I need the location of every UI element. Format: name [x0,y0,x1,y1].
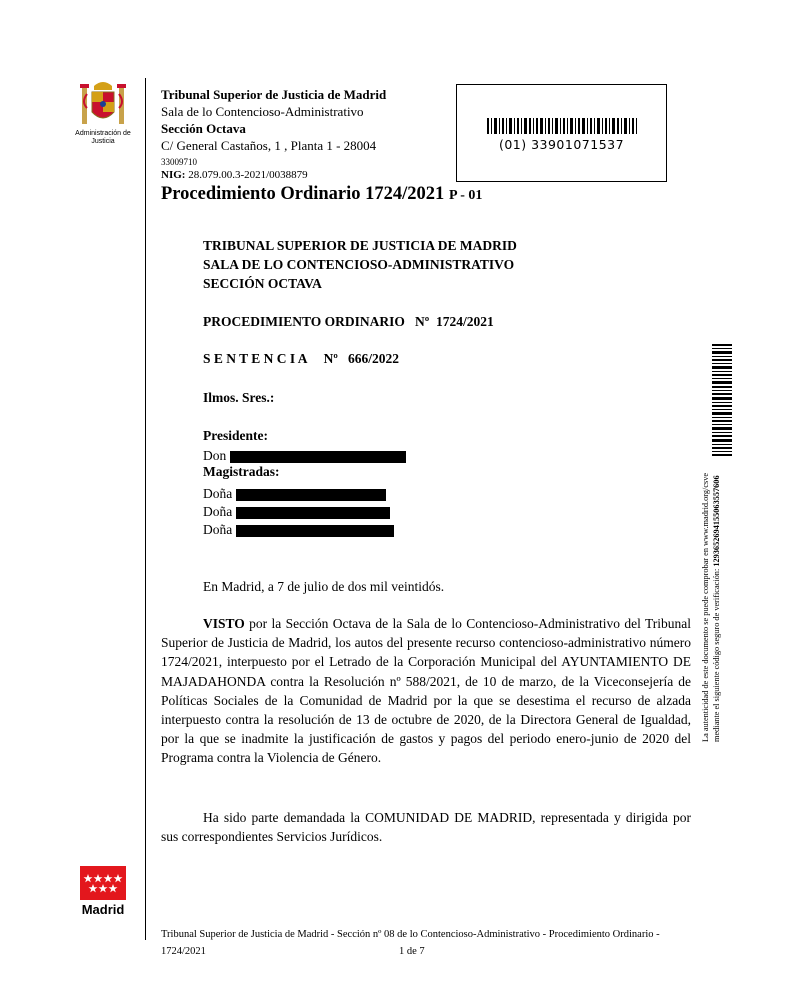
nig-line [161,167,308,184]
section-name: Sección Octava [161,121,246,136]
footer-line-2 [161,943,691,960]
verification-line-2 [711,352,722,742]
court-address: C/ General Castaños, 1 , Planta 1 - 28004 [161,138,377,153]
magistrates-heading: Magistradas: [203,464,280,479]
nig-label: NIG: [161,169,186,181]
nig-value: 28.079.00.3-2021/0038879 [188,169,308,181]
verification-sidebar [700,352,736,742]
redaction-bar [230,451,406,463]
madrid-stars-icon [80,866,126,900]
president-heading: Presidente: [203,428,268,443]
visto-paragraph [161,614,691,768]
visto-bold: VISTO [203,616,245,631]
redaction-bar [236,507,390,519]
magistrate-prefix: Doña [203,522,233,537]
redaction-bar [236,525,394,537]
president-prefix: Don [203,448,227,463]
president-line [203,446,406,465]
redaction-bar [236,489,386,501]
procedure-title [161,184,482,205]
magistrate-prefix: Doña [203,486,233,501]
madrid-label: Madrid [81,902,125,917]
coat-of-arms-icon [78,78,128,132]
title-line-3: SECCIÓN OCTAVA [203,276,322,291]
title-line-2: SALA DE LO CONTENCIOSO-ADMINISTRATIVO [203,257,515,272]
coat-of-arms-label: Administración de Justicia [75,130,131,145]
procedure-line: PROCEDIMIENTO ORDINARIO Nº 1724/2021 [203,314,494,329]
procedure-suffix: P - 01 [448,188,483,203]
madrid-logo [80,866,126,917]
verification-code: 1293652694155063557606 [712,475,721,567]
barcode-icon [487,118,637,134]
magistrate-prefix: Doña [203,504,233,519]
barcode-number: (01) 33901071537 [498,137,625,152]
court-name: Tribunal Superior de Justicia de Madrid [161,87,387,102]
verification-prefix: mediante el siguiente código seguro de verificación: [712,568,721,742]
magistrate-line-3 [203,520,394,539]
sentence-line: S E N T E N C I A Nº 666/2022 [203,351,400,366]
magistrate-line-1 [203,484,386,503]
page-number: 1 de 7 [399,946,425,957]
chamber-name: Sala de lo Contencioso-Administrativo [161,104,364,119]
footer-procedure: 1724/2021 [161,946,206,957]
court-code: 33009710 [161,157,197,167]
verification-line-1: La autenticidad de este documento se puede comprobar en www.madrid.org/csve [701,472,710,742]
date-line: En Madrid, a 7 de julio de dos mil veintidós. [203,579,445,594]
judges-heading: Ilmos. Sres.: [203,390,275,405]
second-paragraph: Ha sido parte demandada la COMUNIDAD DE MADRID, representada y dirigida por sus correspondientes Servicios Jurídicos. [161,810,691,845]
procedure-number: Procedimiento Ordinario 1724/2021 [161,184,445,204]
magistrate-line-2 [203,502,390,521]
header-divider [145,78,146,940]
visto-text: por la Sección Octava de la Sala de lo Contencioso-Administrativo del Tribunal Superior de Justicia de Madrid, los autos del presente recurso contencioso-administrativo número 1724/2021, interpuesto por el Letrado de la Corporación Municipal del AYUNTAMIENTO DE MAJADAHONDA contra la Resolución nº 588/2021, de 10 de marzo, de la Viceconsejería de Políticas Sociales de la Comunidad de Madrid por la que se desestima el recurso de alzada interpuesto contra la resolución de 13 de octubre de 2020, de la Directora General de Igualdad, por la que se inadmite la justificación de gastos y pagos del periodo enero-junio de 2020 del Programa contra la Violencia de Género. [161,616,691,766]
title-line-1: TRIBUNAL SUPERIOR DE JUSTICIA DE MADRID [203,238,517,253]
footer-line-1: Tribunal Superior de Justicia de Madrid - Sección nº 08 de lo Contencioso-Administrativo - Procedimiento Ordinario - [161,929,660,940]
